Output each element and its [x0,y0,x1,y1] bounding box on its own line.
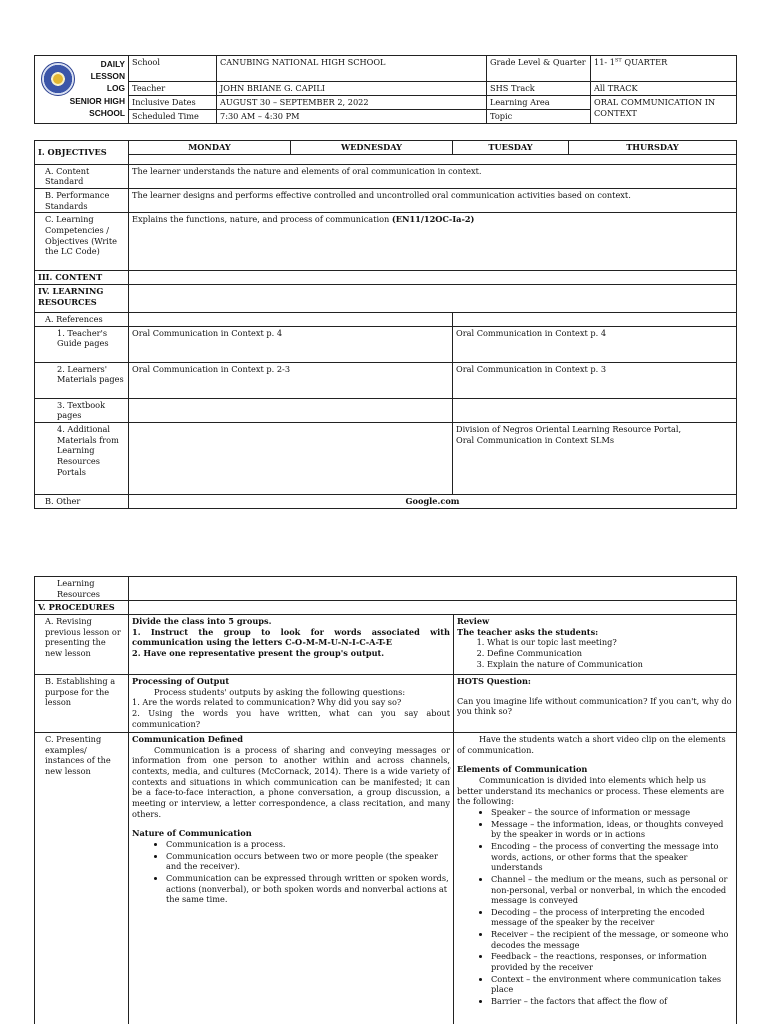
nature-item: • Communication occurs between two or more people (the speaker and the receiver). [166,851,450,872]
competency-text: Explains the functions, nature, and process of communication [132,214,390,225]
grade-value: 11- 1ST QUARTER [591,56,737,82]
step-a-left [129,614,454,674]
step-b-right-question: Can you imagine life without communication? If you can't, why do you think so? [457,695,732,717]
competency-value [129,213,737,271]
additional-materials-line: Oral Communication in Context SLMs [456,434,615,445]
carry-value [129,577,737,601]
element-item: • Receiver – the recipient of the message, or someone who decodes the message [491,929,733,950]
school-label: School [129,56,217,82]
step-a-right [454,614,737,674]
references-right [453,312,737,326]
grade-label: Grade Level & Quarter [487,56,591,82]
element-item: • Context – the environment where communication takes place [491,974,733,995]
track-value: All TRACK [591,82,737,96]
lm-left: Oral Communication in Context p. 2-3 [129,362,453,398]
day-monday: MONDAY [129,141,291,155]
step-c-label: C. Presenting examples/ instances of the new lesson [35,732,129,1024]
content-standard-label: A. Content Standard [35,164,129,188]
lm-label: 2. Learners' Materials pages [35,362,129,398]
step-c-right-intro: Have the students watch a short video clip on the elements of communication. [457,733,726,755]
performance-standard-label: B. Performance Standards [35,188,129,212]
title-line: LOG [106,83,125,94]
school-value: CANUBING NATIONAL HIGH SCHOOL [217,56,487,82]
step-c-right [454,732,737,1024]
step-b-right-title: HOTS Question: [457,675,531,686]
elements-paragraph: Communication is divided into elements which help us better understand its mechanics or process. These elements are the following: [457,774,725,807]
step-c-left [129,732,454,1024]
nature-item: • Communication can be expressed through written or spoken words, actions (nonverbal), or both spoken words and nonverbal actions at the same time. [166,873,450,905]
step-a-right-intro: The teacher asks the students: [457,626,599,637]
step-a-label: A. Revising previous lesson or presenting the new lesson [35,614,129,674]
tg-label: 1. Teacher's Guide pages [35,326,129,362]
review-question: 1. What is our topic last meeting? [487,637,733,648]
header-table [34,55,737,124]
day-tuesday: TUESDAY [453,141,569,155]
textbook-left [129,398,453,422]
carry-label: Learning Resources [35,577,129,601]
lesson-log-body-page1 [34,140,736,509]
day-wednesday: WEDNESDAY [291,141,453,155]
time-label: Scheduled Time [129,110,217,124]
track-label: SHS Track [487,82,591,96]
dates-value: AUGUST 30 – SEPTEMBER 2, 2022 [217,96,487,110]
lm-right: Oral Communication in Context p. 3 [453,362,737,398]
procedures-value [129,601,737,615]
objectives-table [34,140,737,509]
tg-left: Oral Communication in Context p. 4 [129,326,453,362]
competency-code: (EN11/12OC-Ia-2) [391,214,475,225]
procedures-table [34,576,737,1024]
element-item: • Encoding – the process of converting the message into words, actions, or other forms that the speaker understands [491,841,733,873]
deped-seal-icon [41,62,75,96]
teacher-value: JOHN BRIANE G. CAPILI [217,82,487,96]
step-a-right-title: Review [457,615,490,626]
lesson-log-header [34,55,736,124]
step-a-left-item: 1. Instruct the group to look for words associated with communication using the letters C-O-M-M-U-N-I-C-A-T-E [132,626,450,648]
other-value: Google.com [129,494,737,508]
references-left [129,312,453,326]
step-b-left-title: Processing of Output [132,675,230,686]
step-b-left [129,674,454,732]
step-b-left-item: 1. Are the words related to communication? Why did you say so? [132,697,402,708]
dates-label: Inclusive Dates [129,96,217,110]
review-question: 2. Define Communication [487,648,733,659]
element-item: • Message – the information, ideas, or thoughts conveyed by the speaker in words or in actions [491,819,733,840]
references-label: A. References [35,312,129,326]
tg-right: Oral Communication in Context p. 4 [453,326,737,362]
step-c-left-paragraph: Communication is a process of sharing and conveying messages or information from one person to another within and across channels, contexts, media, and cultures (McCornack, 2014). There is a wide variety of contexts and situations in which communication can be manifested; it can be a face-to-face interaction, a phone conversation, a group discussion, a meeting or interview, a letter correspondence, a class recitation, and many others. [132,744,450,819]
title-line: SENIOR HIGH [69,95,125,106]
nature-item: • Communication is a process. [166,839,450,850]
step-c-left-title: Communication Defined [132,733,243,744]
procedures-heading: V. PROCEDURES [35,601,129,615]
step-b-left-item: 2. Using the words you have written, what can you say about communication? [132,707,450,729]
step-b-left-intro: Process students' outputs by asking the following questions: [154,686,406,697]
other-label: B. Other [35,494,129,508]
competency-label: C. Learning Competencies / Objectives (Write the LC Code) [35,213,129,271]
additional-materials-right [453,422,737,494]
nature-title: Nature of Communication [132,828,252,839]
element-item: • Speaker – the source of information or message [491,807,733,818]
content-value [129,271,737,285]
content-heading: III. CONTENT [35,271,129,285]
time-value: 7:30 AM – 4:30 PM [217,110,487,124]
blank-row [129,154,737,164]
topic-label: Topic [487,110,591,124]
element-item: • Channel – the medium or the means, such as personal or non-personal, verbal or nonverbal, in which the encoded message is conveyed [491,874,733,906]
area-value: ORAL COMMUNICATION IN CONTEXT [591,96,737,124]
additional-materials-label: 4. Additional Materials from Learning Resources Portals [35,422,129,494]
element-item: • Barrier – the factors that affect the flow of [491,996,733,1007]
objectives-heading: I. OBJECTIVES [35,141,129,165]
step-a-left-item: 2. Have one representative present the group's output. [132,647,385,658]
element-item: • Decoding – the process of interpreting the encoded message of the speaker by the receiver [491,907,733,928]
title-line: DAILY [100,59,125,69]
additional-materials-line: Division of Negros Oriental Learning Resource Portal, [456,423,682,434]
teacher-label: Teacher [129,82,217,96]
step-b-label: B. Establishing a purpose for the lesson [35,674,129,732]
additional-materials-left [129,422,453,494]
day-thursday: THURSDAY [569,141,737,155]
content-standard-value: The learner understands the nature and elements of oral communication in context. [129,164,737,188]
textbook-label: 3. Textbook pages [35,398,129,422]
elements-title: Elements of Communication [457,764,588,775]
header-title-cell [35,56,129,124]
review-question: 3. Explain the nature of Communication [487,659,733,670]
element-item: • Feedback – the reactions, responses, or information provided by the receiver [491,951,733,972]
resources-heading: IV. LEARNING RESOURCES [35,284,129,312]
resources-value [129,284,737,312]
performance-standard-value: The learner designs and performs effective controlled and uncontrolled oral communication activities based on context. [129,188,737,212]
step-a-left-title: Divide the class into 5 groups. [132,615,272,626]
area-label: Learning Area [487,96,591,110]
title-line: LESSON [90,71,125,82]
step-b-right [454,674,737,732]
lesson-log-body-page2 [34,576,736,1024]
textbook-right [453,398,737,422]
title-line: SCHOOL [89,107,125,118]
